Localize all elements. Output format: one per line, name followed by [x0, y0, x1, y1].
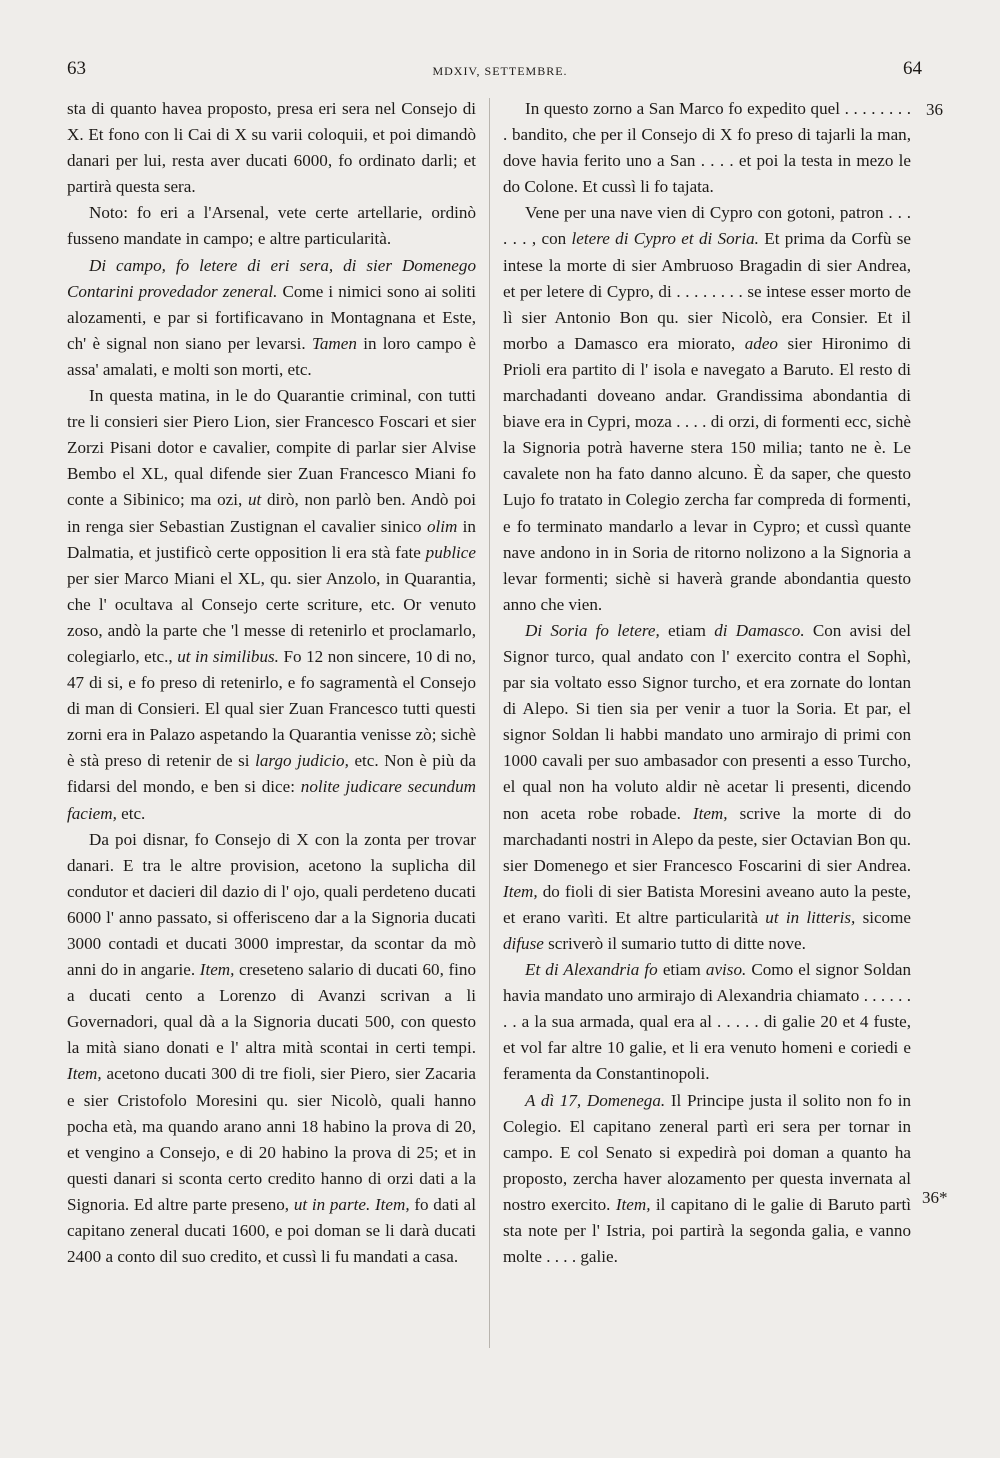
column-divider [489, 98, 490, 1348]
left-column [67, 96, 476, 1270]
text-run: Da poi disnar, fo Consejo di X con la zonta per trovar danari. E tra le altre provision, acetono la suplicha dil condutor et dacieri dil dazio di l' ojo, quali perdeteno ducati 6000 l' anno passato, si offerisceno dar a la Signoria ducati 3000 contadi et ducati 3000 imprestar, da scontar da mò anni do in angarie. [67, 829, 476, 980]
text-run: sier Hironimo di Prioli era partito di l' isola e navegato a Baruto. El resto di marchadanti doveano andar. Grandissima abondantia di biave era in Cypri, moza . . . . di orzi, di formenti ecc, sichè la Signoria potrà haverne stera 150 milia; tanto ne è. Le cavalete non ha fato danno alcuno. È da saper, che questo Lujo fo tratato in Colegio zercha far compreda di formenti, e fo terminato mandarlo a levar in Cypro; et cussì quante nave andono in in Soria de ritorno nolizono a la Signoria a levar formenti; sichè si haverà grande abondantia questo anno che vien. [503, 333, 911, 614]
italic-text: Di Soria fo letere, [525, 620, 660, 640]
text-run: dirò, non parlò ben. Andò poi in renga sier Sebastian Zustignan el cavalier sinico [67, 490, 476, 536]
paragraph: sta di quanto havea proposto, presa eri sera nel Consejo di X. Et fono con li Cai di X su varii coloquii, et poi dimandò danari per lui, resta aver ducati 6000, fo ordinato darli; et partirà questa sera. [67, 99, 476, 197]
margin-note: 36* [922, 1188, 948, 1207]
paragraph [503, 618, 911, 957]
text-run: Como el signor Soldan havia mandato uno armirajo di Alexandria chiamato . . . . . . . . a la sua armada, qual era al . . . . . di galie 20 et 4 fuste, et vol far altre 10 galie, et li era venuto homeni e coriedi e feramenta da Constantinopoli. [503, 960, 912, 1084]
text-run: In questa matina, in le do Quarantie criminal, con tutti tre li consieri sier Piero Lion, sier Francesco Foscari et sier Zorzi Pisani dotor e cavalier, compite di parlar sier Alvise Bembo el XL, qual difende sier Zuan Francesco Miani fo conte a Sibinico; ma ozi, [67, 386, 476, 510]
text-run: sicome [855, 907, 911, 927]
text-run: acetono ducati 300 di tre fioli, sier Piero, sier Zacaria e sier Cristofolo Moresini qu. sier Nicolò, quali hanno pocha età, ma quando arano anni 18 habino la prova di 20, et vengino a Consejo, e di 20 habino la prova di 25; et in questi danari si sconta certo credito hanno di orzi dati a la Signoria. Ed altre parte preseno, [67, 1064, 476, 1214]
paragraph: Noto: fo eri a l'Arsenal, vete certe artellarie, ordinò fusseno mandate in campo; e altre particularità. [67, 203, 476, 249]
italic-text: Item, [615, 1194, 651, 1214]
text-run: scrive la morte di do marchadanti nostri in Alepo da peste, sier Octavian Bon qu. sier Domenego et sier Francesco Foscarini di sier Andrea. [503, 803, 911, 875]
paragraph: In questo zorno a San Marco fo expedito quel . . . . . . . . . bandito, che per il Consejo di X fo preso di tajarli la man, dove havia ferito uno a San . . . . et poi la testa in mezo le do Colone. Et cussì li fo tajata. [503, 99, 911, 197]
paragraph [503, 1088, 911, 1271]
text-run: Il Principe justa il solito non fo in Colegio. El capitano zeneral partì eri sera per tornar in campo. E col Senato si expedirà poi doman a quanto ha proposto, zercha haver alozamento per questa invernata al nostro exercito. [503, 1090, 911, 1214]
italic-text: A dì 17, Domenega. [525, 1090, 666, 1110]
text-run: fo dati al capitano zeneral ducati 1600, e poi doman se li darà ducati 2400 a conto dil suo credito, et cussì li fu mandati a casa. [67, 1194, 477, 1267]
italic-text: Item, [199, 960, 235, 980]
italic-text: Item, [67, 1064, 102, 1084]
text-run: Et prima da Corfù se intese la morte di sier Ambruoso Bragadin di sier Andrea, et per letere di Cypro, di . . . . . . . . se intese esser morto de lì sier Antonio Bon qu. sier Nicolò, era Consier. Et il morbo a Damasco era miorato, [503, 229, 911, 353]
text-run: Come i nimici sono ai soliti alozamenti, e par si fortificavano in Montagnana et Este, ch' è signal non siano per levarsi. [67, 281, 476, 353]
italic-text: Et di Alexandria fo [525, 960, 658, 980]
italic-text: Di campo, fo letere di eri sera, di sier Domenego Contarini provedador zeneral. [67, 255, 476, 301]
text-run: etc. [116, 803, 146, 823]
paragraph [67, 253, 476, 383]
paragraph [67, 383, 476, 827]
page-number-right: 64 [903, 58, 922, 79]
text-run: Con avisi del Signor turco, qual andato con l' exercito contra el Sophì, par sia voltato esso Signor turcho, et era zornate do lontan di Alepo. Si tien sia per venir a tuor la Soria. Et par, el signor Soldan li habbi mandato uno armirajo di primi con 1000 cavali per suo ambasador con presenti a esso Turcho, el qual non ha voluto aldir nè acetar li presenti, dicendo non aceta robe robade. [503, 620, 911, 823]
right-column [503, 96, 911, 1270]
italic-text: Tamen [311, 333, 357, 353]
italic-text: nolite judicare secundum faciem, [67, 777, 476, 823]
text-run: Vene per una nave vien di Cypro con gotoni, patron . . . . . . , con [503, 203, 911, 249]
paragraph [503, 200, 911, 618]
text-run: etiam [657, 960, 706, 980]
italic-text: aviso. [705, 960, 747, 980]
italic-text: Item, [692, 803, 728, 823]
text-run: etc. Non è più da fidarsi del mondo, e ben si dice: [67, 751, 476, 797]
text-run: Fo 12 non sincere, 10 di no, 47 di si, e fo preso di retenirlo, e fo sagramentà el Consejo di man di Consieri. El qual sier Zuan Francesco tutti questi zorni era in Palazo aspetando la Quarantia venisse zò; sichè è stà preso di retenir de si [67, 646, 477, 771]
italic-text: ut in parte. Item, [293, 1194, 410, 1214]
italic-text: ut in similibus. [177, 646, 279, 666]
italic-text: ut [247, 490, 262, 510]
page-number-left: 63 [67, 58, 86, 79]
text-run: in loro campo è assa' amalati, e molti son morti, etc. [67, 333, 477, 379]
italic-text: adeo [744, 333, 778, 353]
italic-text: Item, [503, 881, 538, 901]
italic-text: letere di Cypro et di Soria. [571, 229, 759, 249]
italic-text: olim [426, 516, 458, 536]
text-run: creseteno salario di ducati 60, fino a ducati cento a Lorenzo di Avanzi scrivan a li Governadori, qual dà a la Signoria ducati 500, con questo la mità siano donati e l' altra mità scontai in certi tempi. [67, 960, 476, 1058]
italic-text: publice [425, 542, 476, 562]
running-header [0, 58, 1000, 88]
paragraph [503, 957, 911, 1087]
running-title: MDXIV, SETTEMBRE. [432, 64, 568, 78]
text-run: per sier Marco Miani el XL, qu. sier Anzolo, in Quarantia, che l' ocultava al Consejo certe scriture, etc. Or venuto zoso, andò la parte che 'l messe di retenirlo et proclamarlo, colegiarlo, etc., [67, 568, 476, 666]
paragraph [67, 827, 476, 1271]
italic-text: di Damasco. [714, 620, 805, 640]
italic-text: ut in litteris, [765, 907, 856, 927]
margin-note: 36 [926, 100, 943, 119]
text-run: il capitano di le galie di Baruto partì sta note per l' Istria, poi partirà la segonda galia, e vanno molte . . . . galie. [503, 1194, 911, 1267]
text-run: scriverò il sumario tutto di ditte nove. [543, 934, 806, 953]
italic-text: largo judicio, [255, 751, 349, 771]
text-run: etiam [659, 620, 715, 640]
text-run: in Dalmatia, et justificò certe opposition li era stà fate [67, 516, 476, 562]
italic-text: difuse [503, 934, 544, 953]
text-run: do fioli di sier Batista Moresini aveano auto la peste, et erano varìti. Et altre particularità [503, 881, 911, 927]
